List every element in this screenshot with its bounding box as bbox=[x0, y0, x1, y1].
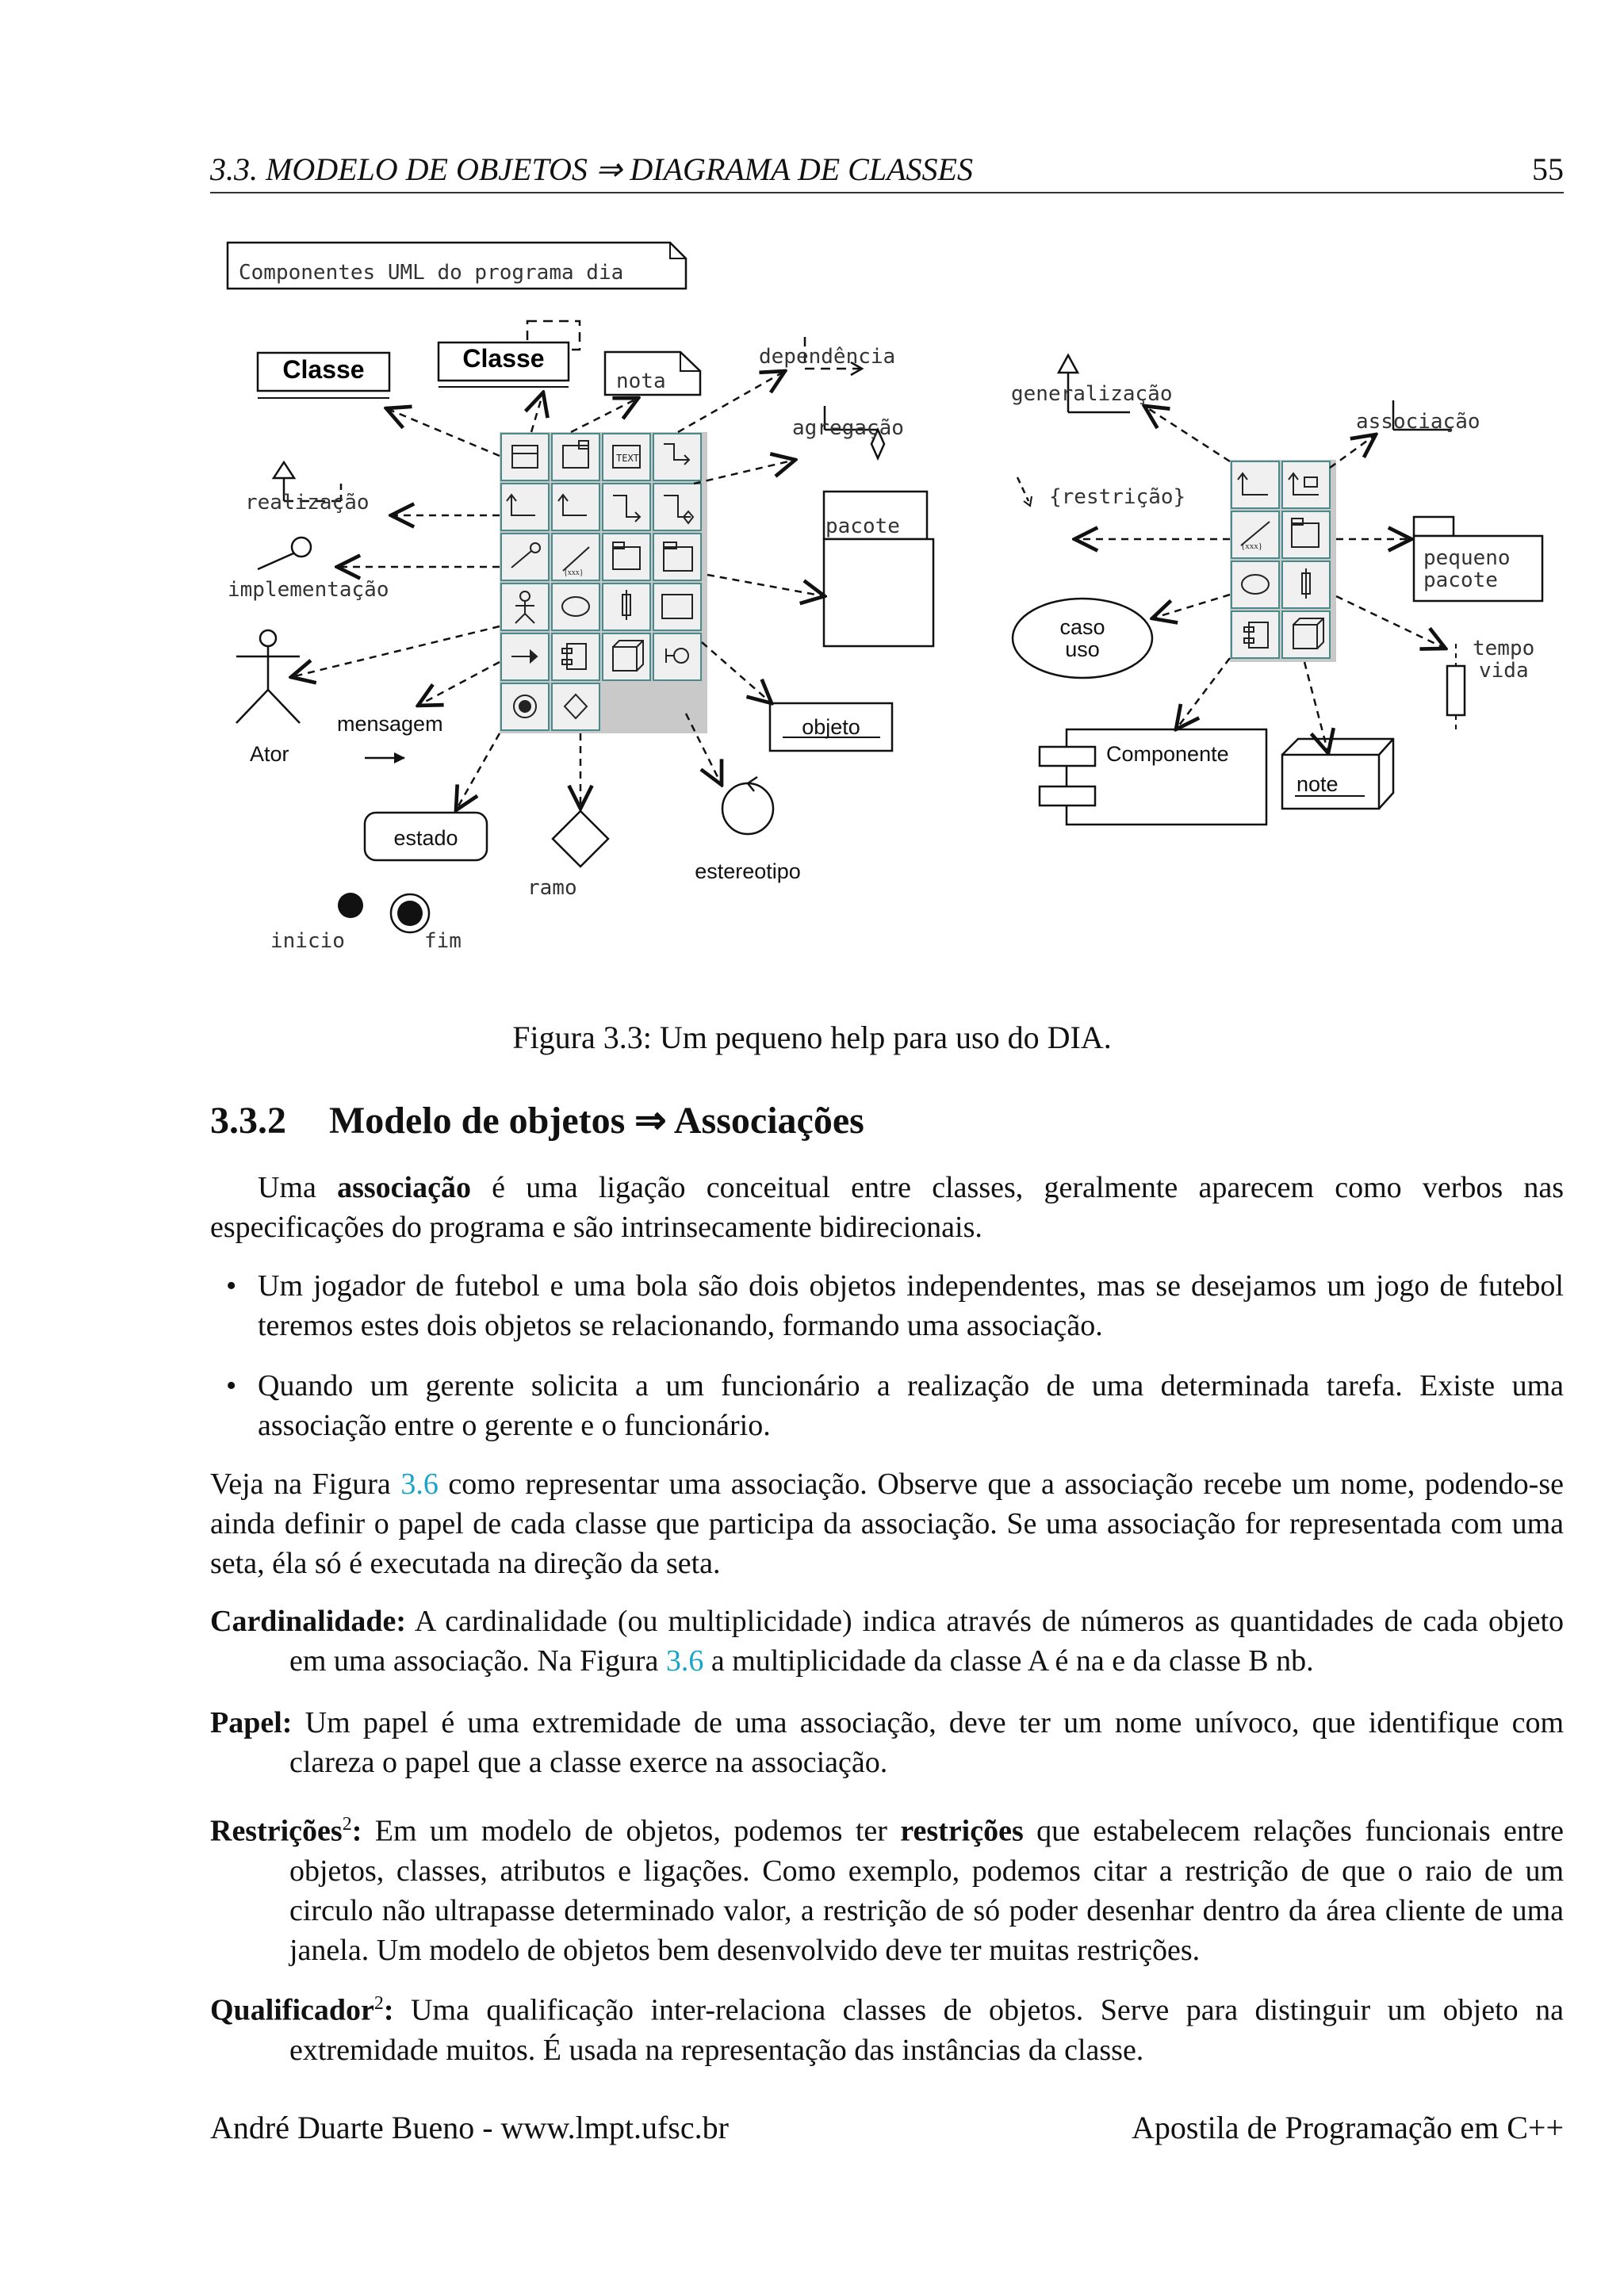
branch-shape bbox=[527, 811, 608, 900]
package-shape bbox=[824, 492, 933, 646]
footnote-mark: 2 bbox=[342, 1814, 352, 1835]
constraint-label: {restrição} bbox=[1049, 485, 1186, 509]
small-package-label-1: pequeno bbox=[1423, 546, 1511, 570]
lifetime-label-2: vida bbox=[1479, 659, 1529, 683]
term-associacao: associação bbox=[337, 1171, 471, 1204]
dependency-label: dependência bbox=[759, 345, 896, 369]
left-tool-palette bbox=[500, 432, 707, 733]
aggregation-label: agregação bbox=[792, 416, 904, 440]
initial-label: inicio bbox=[270, 929, 345, 953]
component-label: Componente bbox=[1106, 742, 1229, 766]
small-package-label-2: pacote bbox=[1423, 568, 1498, 592]
package-label: pacote bbox=[825, 515, 900, 538]
note-shape bbox=[605, 352, 700, 395]
node-label: note bbox=[1297, 772, 1339, 796]
running-header bbox=[210, 151, 1564, 193]
lifetime-shape bbox=[1447, 637, 1534, 733]
node-shape bbox=[1282, 739, 1393, 809]
initial-final-shapes bbox=[270, 893, 462, 953]
branch-label: ramo bbox=[527, 876, 577, 900]
object-shape bbox=[770, 703, 892, 751]
use-case-shape bbox=[1013, 599, 1152, 678]
footnote-mark: 2 bbox=[373, 1993, 384, 2014]
actor-shape bbox=[236, 630, 300, 766]
title-note bbox=[228, 243, 686, 289]
section-number: 3.3.2 bbox=[210, 1100, 286, 1142]
right-tool-palette bbox=[1230, 460, 1336, 662]
dependency-shape bbox=[759, 337, 895, 375]
figure-link[interactable]: 3.6 bbox=[665, 1644, 704, 1678]
bullet-item-2: • Quando um gerente solicita a um funcionário a realização de uma determinada tarefa. Existe uma associação entre o gerente e o funcionário. bbox=[226, 1369, 1564, 1442]
association-label: associação bbox=[1356, 410, 1480, 434]
note-label: nota bbox=[616, 369, 666, 393]
uml-figure bbox=[210, 222, 1564, 975]
implementation-shape bbox=[228, 538, 389, 602]
class-label-2: Classe bbox=[462, 344, 545, 373]
footer-author: André Duarte Bueno - www.lmpt.ufsc.br bbox=[210, 2110, 729, 2145]
stereotype-label: estereotipo bbox=[695, 859, 801, 883]
class-box-2 bbox=[439, 321, 580, 387]
constraint-shape bbox=[1017, 477, 1185, 509]
bullet-item-1: • Um jogador de futebol e uma bola são dois objetos independentes, mas se desejamos um jogo de futebol teremos estes dois objetos se relacionando, formando uma associação. bbox=[226, 1269, 1564, 1342]
figure-caption: Figura 3.3: Um pequeno help para uso do DIA. bbox=[512, 1020, 1112, 1055]
generalization-shape bbox=[1011, 355, 1173, 412]
definition-cardinalidade: Cardinalidade: A cardinalidade (ou multiplicidade) indica através de números as quantidades de cada objeto em uma associação. Na Figura 3.6 a multiplicidade da classe A é na e da classe B nb. bbox=[210, 1605, 1564, 1678]
component-shape bbox=[1040, 729, 1266, 825]
uml-diagram bbox=[210, 222, 1564, 975]
object-label: objeto bbox=[802, 715, 860, 739]
message-shape bbox=[337, 712, 443, 763]
paragraph-intro: Uma associação é uma ligação conceitual entre classes, geralmente aparecem como verbos nas especificações do programa e são intrinsecamente bidirecionais. bbox=[210, 1171, 1565, 1244]
realization-shape bbox=[245, 462, 370, 515]
aggregation-shape bbox=[792, 406, 904, 458]
stereotype-shape bbox=[695, 777, 801, 883]
title-note-text: Componentes UML do programa dia bbox=[239, 261, 624, 285]
realization-label: realização bbox=[245, 491, 370, 515]
implementation-label: implementação bbox=[228, 578, 389, 602]
generalization-label: generalização bbox=[1011, 382, 1173, 406]
association-shape bbox=[1356, 400, 1480, 434]
paragraph-figure-ref: Veja na Figura 3.6 como representar uma associação. Observe que a associação recebe um nome, podendo-se ainda definir o papel de cada classe que participa da associação. Se uma associação for representada com uma seta, éla só é executada na direção da seta. bbox=[210, 1468, 1564, 1580]
svg-text:TEXT: TEXT bbox=[616, 453, 639, 464]
lifetime-label-1: tempo bbox=[1473, 637, 1535, 660]
definition-restricoes: Restrições$^2$: Em um modelo de objetos, podemos ter restrições que estabelecem relações funcionais entre objetos, classes, atributos e ligações. Como exemplo, podemos citar a restrição de que o raio de um circulo não ultrapasse determinado valor, a restrição de só poder desenhar dentro da área cliente de uma janela. Um modelo de objetos bem desenvolvido deve ter muitas restrições. bbox=[210, 1814, 1565, 1967]
state-shape bbox=[365, 813, 487, 860]
header-section: 3.3. MODELO DE OBJETOS ⇒ DIAGRAMA DE CLASSES bbox=[210, 151, 973, 187]
use-case-label-2: uso bbox=[1065, 637, 1100, 661]
actor-label: Ator bbox=[250, 742, 289, 766]
section-title: Modelo de objetos ⇒ Associações bbox=[329, 1100, 864, 1142]
small-package-shape bbox=[1414, 517, 1542, 601]
svg-text:{xxx}: {xxx} bbox=[1241, 541, 1263, 551]
class-box-1 bbox=[258, 353, 389, 398]
final-label: fim bbox=[424, 929, 462, 953]
state-label: estado bbox=[393, 826, 458, 850]
class-label-1: Classe bbox=[282, 355, 365, 384]
definition-papel: Papel: Um papel é uma extremidade de uma associação, deve ter um nome unívoco, que identifique com clareza o papel que a classe exerce na associação. bbox=[210, 1706, 1564, 1779]
message-label: mensagem bbox=[337, 712, 443, 736]
definition-qualificador: Qualificador$^2$: Uma qualificação inter-relaciona classes de objetos. Serve para distinguir um objeto na extremidade muitos. É usada na representação das instâncias da classe. bbox=[210, 1993, 1564, 2067]
svg-text:{xxx}: {xxx} bbox=[564, 568, 584, 577]
figure-link[interactable]: 3.6 bbox=[400, 1468, 439, 1501]
page-number: 55 bbox=[1532, 151, 1564, 187]
footer-title: Apostila de Programação em C++ bbox=[1132, 2110, 1564, 2145]
section-heading bbox=[210, 1098, 864, 1142]
use-case-label-1: caso bbox=[1059, 615, 1105, 639]
